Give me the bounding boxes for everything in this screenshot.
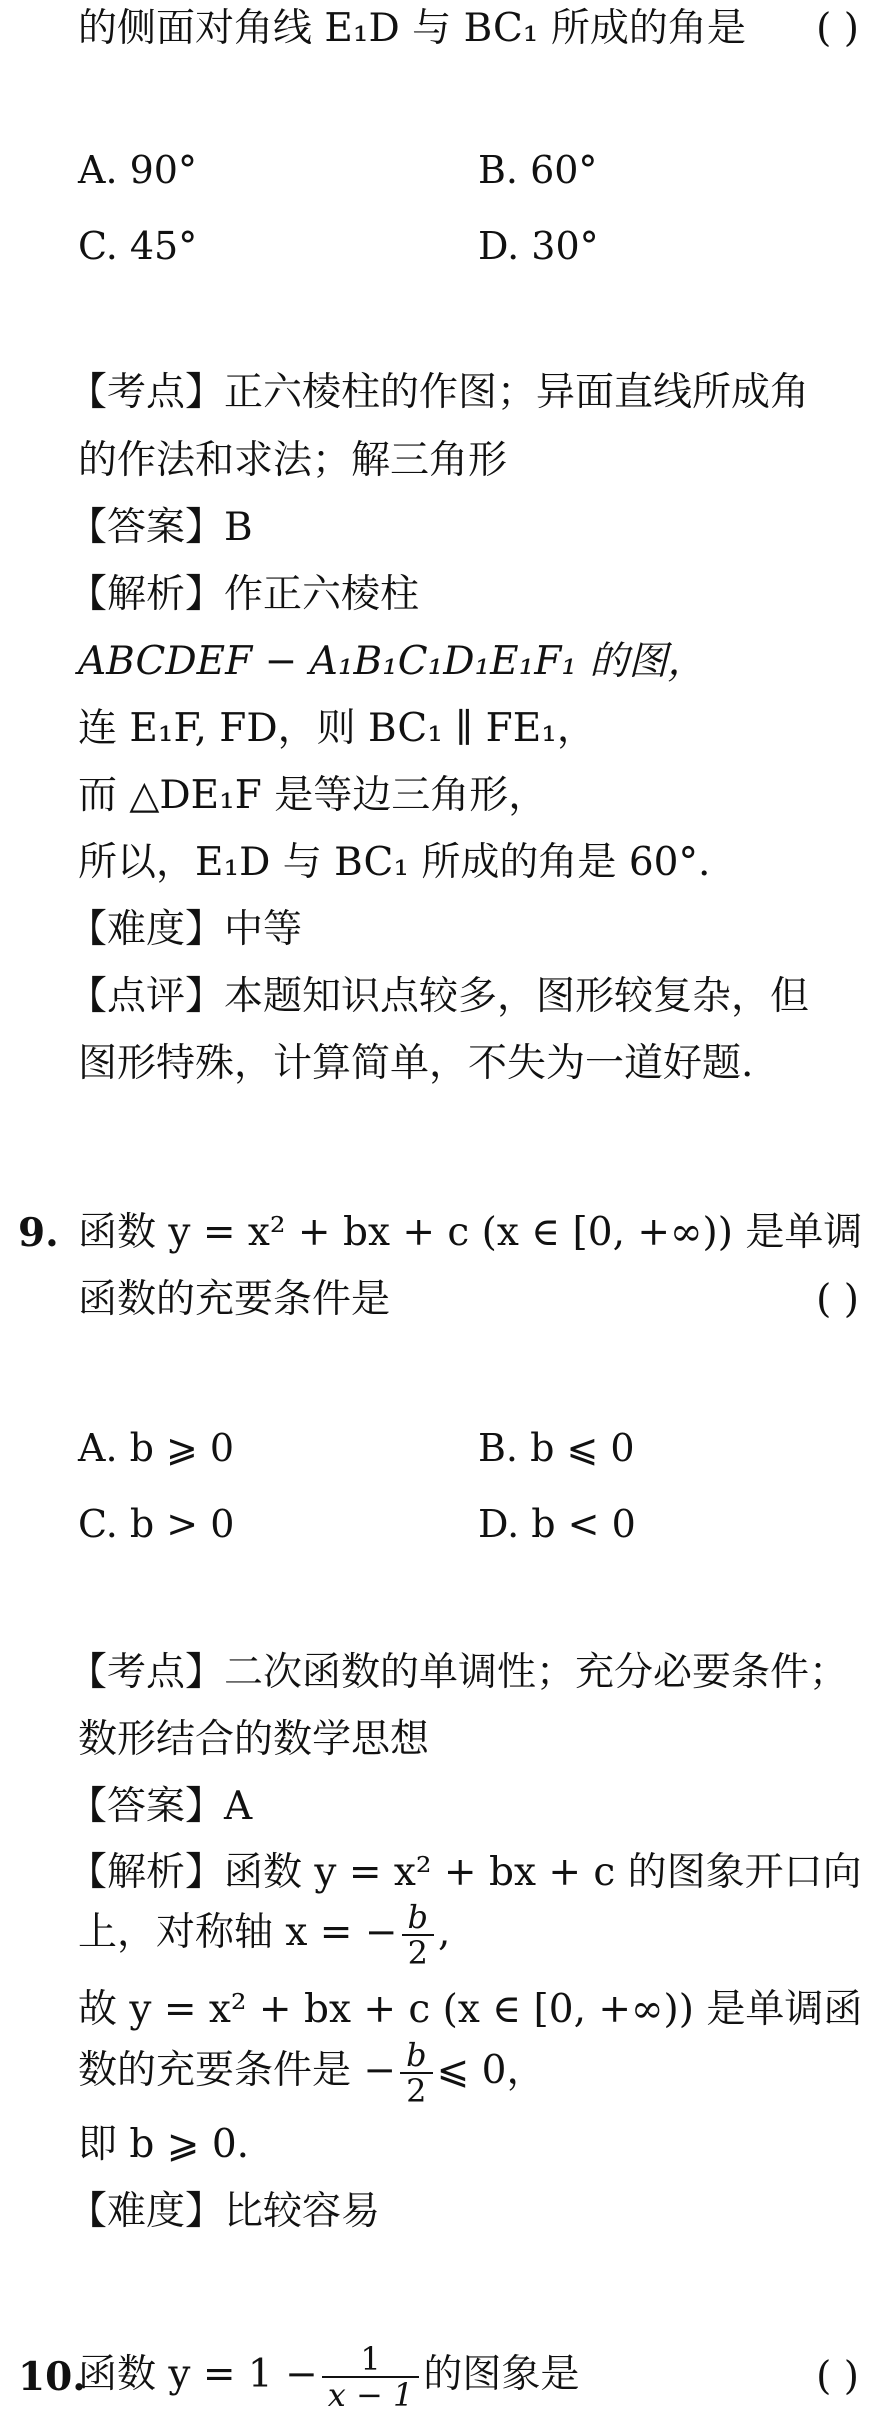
q8-jiexi-line2: ABCDEF − A₁B₁C₁D₁E₁F₁ 的图， bbox=[78, 639, 707, 684]
q8-jiexi-line4: 而 △DE₁F 是等边三角形， bbox=[78, 773, 548, 818]
q9-jiexi-line4 bbox=[78, 2033, 545, 2109]
q8-jiexi-line1: 【解析】作正六棱柱 bbox=[68, 572, 420, 617]
q9-difficulty: 【难度】比较容易 bbox=[68, 2189, 381, 2234]
q9-answer: 【答案】A bbox=[68, 1784, 253, 1829]
q8-difficulty: 【难度】中等 bbox=[68, 907, 303, 952]
q10-stem bbox=[78, 2330, 579, 2420]
q8-answer-paren: ( ) bbox=[816, 6, 859, 51]
q8-comment-line1: 【点评】本题知识点较多，图形较复杂，但 bbox=[68, 974, 810, 1019]
q10-number: 10. bbox=[18, 2354, 86, 2400]
q9-jiexi-line2-text: 上，对称轴 x = − bbox=[78, 1910, 398, 1955]
q9-number: 9. bbox=[18, 1210, 59, 1256]
q9-kaodian-line2: 数形结合的数学思想 bbox=[78, 1717, 430, 1762]
q8-option-b: B. 60° bbox=[478, 148, 598, 192]
q9-fraction-b-over-2-second bbox=[400, 2038, 432, 2108]
q8-option-d: D. 30° bbox=[478, 224, 599, 268]
q10-fraction bbox=[322, 2342, 420, 2412]
q8-stem-tail: 的侧面对角线 E₁D 与 BC₁ 所成的角是 bbox=[78, 6, 746, 51]
q10-answer-paren: ( ) bbox=[816, 2354, 859, 2399]
q9-fraction-b-over-2 bbox=[402, 1900, 434, 1970]
q9-option-d: D. b < 0 bbox=[478, 1502, 636, 1546]
q9-jiexi-line4-tail: ⩽ 0， bbox=[436, 2048, 546, 2093]
fraction-numerator: b bbox=[407, 1898, 429, 1936]
q10-stem-text: 函数 y = 1 − bbox=[78, 2352, 318, 2397]
fraction-denominator: x − 1 bbox=[322, 2376, 420, 2412]
q8-comment-line2: 图形特殊，计算简单，不失为一道好题. bbox=[78, 1041, 754, 1086]
q8-jiexi-line3: 连 E₁F, FD，则 BC₁ ∥ FE₁， bbox=[78, 706, 596, 751]
q9-jiexi-line2 bbox=[78, 1895, 450, 1971]
q8-option-a: A. 90° bbox=[78, 148, 197, 192]
q9-jiexi-line3: 故 y = x² + bx + c (x ∈ [0, +∞)) 是单调函 bbox=[78, 1987, 863, 2032]
q8-kaodian-line2: 的作法和求法；解三角形 bbox=[78, 438, 508, 483]
q9-jiexi-line4-text: 数的充要条件是 − bbox=[78, 2048, 397, 2093]
q9-stem-line1: 函数 y = x² + bx + c (x ∈ [0, +∞)) 是单调 bbox=[78, 1210, 863, 1255]
fraction-numerator: b bbox=[406, 2036, 427, 2074]
q9-stem-line2: 函数的充要条件是 bbox=[78, 1277, 391, 1322]
q9-answer-paren: ( ) bbox=[816, 1277, 859, 1322]
q9-option-b: B. b ⩽ 0 bbox=[478, 1426, 635, 1470]
fraction-denominator: 2 bbox=[400, 2072, 432, 2108]
fraction-denominator: 2 bbox=[402, 1934, 434, 1970]
q9-jiexi-line1: 【解析】函数 y = x² + bx + c 的图象开口向 bbox=[68, 1850, 862, 1895]
fraction-numerator: 1 bbox=[360, 2340, 381, 2378]
q10-stem-tail: 的图象是 bbox=[423, 2352, 580, 2397]
q9-option-c: C. b > 0 bbox=[78, 1502, 235, 1546]
q9-jiexi-line2-tail: , bbox=[438, 1910, 451, 1955]
q9-kaodian-line1: 【考点】二次函数的单调性；充分必要条件； bbox=[68, 1650, 849, 1695]
q9-option-a: A. b ⩾ 0 bbox=[78, 1426, 235, 1470]
q8-answer: 【答案】B bbox=[68, 505, 253, 550]
q8-jiexi-line5: 所以，E₁D 与 BC₁ 所成的角是 60°. bbox=[78, 840, 711, 885]
q9-jiexi-line5: 即 b ⩾ 0. bbox=[78, 2122, 250, 2167]
q8-kaodian-line1: 【考点】正六棱柱的作图；异面直线所成角 bbox=[68, 370, 810, 415]
q8-option-c: C. 45° bbox=[78, 224, 198, 268]
